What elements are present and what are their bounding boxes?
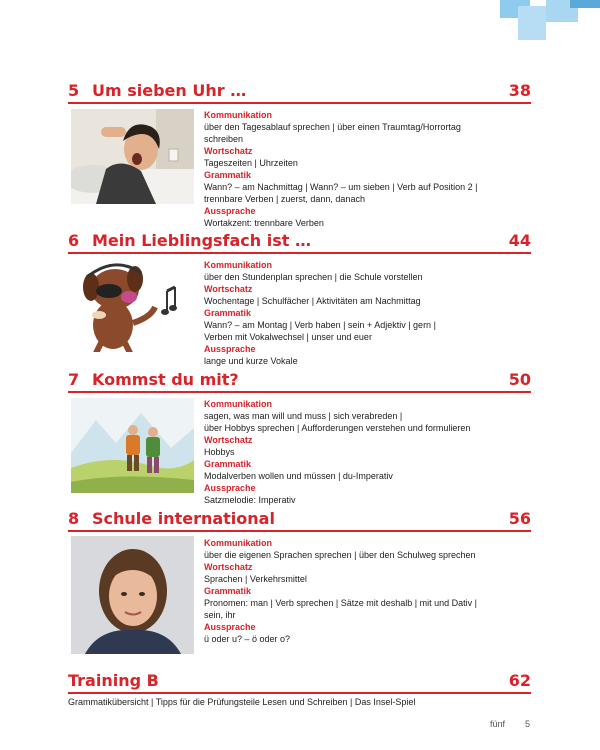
section-kommunikation (204, 109, 534, 145)
training-title[interactable]: Training B (68, 671, 159, 690)
chapter-header (68, 81, 531, 103)
section-kommunikation (204, 259, 534, 283)
section-grammatik (204, 307, 534, 343)
section-aussprache (204, 482, 534, 506)
section-wortschatz (204, 145, 534, 169)
chapter-page-number[interactable]: 50 (508, 370, 531, 389)
section-aussprache (204, 621, 534, 645)
chapter-header (68, 231, 531, 253)
section-line: lange und kurze Vokale (204, 356, 298, 366)
footer-page-word: fünf (490, 719, 506, 729)
section-aussprache (204, 343, 534, 367)
training-divider (68, 692, 531, 694)
chapter-content (204, 398, 534, 506)
section-line: sagen, was man will und muss | sich verabreden | (204, 411, 403, 421)
section-heading: Aussprache (204, 483, 256, 493)
corner-decoration (500, 0, 600, 40)
chapter-content (204, 109, 534, 229)
section-line: Tageszeiten | Uhrzeiten (204, 158, 298, 168)
footer-page-number: 5 (525, 719, 531, 729)
section-heading: Aussprache (204, 622, 256, 632)
section-line: schreiben (204, 134, 244, 144)
section-kommunikation (204, 398, 534, 434)
section-line: Satzmelodie: Imperativ (204, 495, 296, 505)
section-heading: Grammatik (204, 170, 252, 180)
section-heading: Grammatik (204, 308, 252, 318)
training-summary: Grammatikübersicht | Tipps für die Prüfungsteile Lesen und Schreiben | Das Insel-Spiel (68, 697, 416, 707)
section-heading: Aussprache (204, 206, 256, 216)
section-line: über den Stundenplan sprechen | die Schule vorstellen (204, 272, 423, 282)
section-line: Wochentage | Schulfächer | Aktivitäten am Nachmittag (204, 296, 421, 306)
section-line: Verben mit Vokalwechsel | unser und euer (204, 332, 372, 342)
section-line: Modalverben wollen und müssen | du-Imperativ (204, 471, 393, 481)
girl-portrait-image (71, 536, 194, 654)
chapter-5 (68, 81, 531, 229)
section-line: über Hobbys sprechen | Aufforderungen verstehen und formulieren (204, 423, 471, 433)
section-line: über den Tagesablauf sprechen | über einen Traumtag/Horrortag (204, 122, 461, 132)
section-heading: Wortschatz (204, 146, 253, 156)
training-header (68, 671, 531, 693)
training-page-number[interactable]: 62 (508, 671, 531, 690)
section-line: Wann? – am Montag | Verb haben | sein + Adjektiv | gern | (204, 320, 436, 330)
section-line: ü oder u? – ö oder o? (204, 634, 291, 644)
chapter-6 (68, 231, 531, 366)
section-heading: Kommunikation (204, 110, 273, 120)
section-line: über die eigenen Sprachen sprechen | über den Schulweg sprechen (204, 550, 476, 560)
chapter-number: 7 (68, 370, 80, 389)
chapter-header (68, 509, 531, 531)
chapter-content (204, 259, 534, 367)
section-heading: Grammatik (204, 459, 252, 469)
section-line: sein, ihr (204, 610, 236, 620)
chapter-page-number[interactable]: 38 (508, 81, 531, 100)
chapter-7 (68, 370, 531, 505)
chapter-title[interactable]: Mein Lieblingsfach ist … (92, 231, 311, 250)
section-heading: Grammatik (204, 586, 252, 596)
chapter-page-number[interactable]: 56 (508, 509, 531, 528)
section-wortschatz (204, 561, 534, 585)
section-heading: Kommunikation (204, 538, 273, 548)
chapter-divider (68, 391, 531, 393)
section-grammatik (204, 458, 534, 482)
section-line: Pronomen: man | Verb sprechen | Sätze mit deshalb | mit und Dativ | (204, 598, 477, 608)
section-heading: Kommunikation (204, 399, 273, 409)
section-grammatik (204, 585, 534, 621)
section-line: Hobbys (204, 447, 235, 457)
section-heading: Kommunikation (204, 260, 273, 270)
section-heading: Aussprache (204, 344, 256, 354)
section-line: Sprachen | Verkehrsmittel (204, 574, 307, 584)
hikers-image (71, 398, 194, 493)
chapter-divider (68, 530, 531, 532)
section-heading: Wortschatz (204, 284, 253, 294)
chapter-header (68, 370, 531, 392)
training-b (68, 671, 531, 695)
chapter-divider (68, 252, 531, 254)
chapter-8 (68, 509, 531, 659)
chapter-page-number[interactable]: 44 (508, 231, 531, 250)
section-heading: Wortschatz (204, 435, 253, 445)
tired-boy-image (71, 109, 194, 204)
chapter-title[interactable]: Schule international (92, 509, 275, 528)
section-kommunikation (204, 537, 534, 561)
section-heading: Wortschatz (204, 562, 253, 572)
chapter-content (204, 537, 534, 645)
section-aussprache (204, 205, 534, 229)
section-line: Wann? – am Nachmittag | Wann? – um sieben | Verb auf Position 2 | (204, 182, 478, 192)
section-line: Wortakzent: trennbare Verben (204, 218, 324, 228)
section-wortschatz (204, 283, 534, 307)
section-line: trennbare Verben | zuerst, dann, danach (204, 194, 365, 204)
chapter-number: 5 (68, 81, 80, 100)
chapter-divider (68, 102, 531, 104)
section-grammatik (204, 169, 534, 205)
cartoon-dog-image (71, 257, 194, 352)
chapter-title[interactable]: Um sieben Uhr … (92, 81, 247, 100)
chapter-number: 6 (68, 231, 80, 250)
chapter-number: 8 (68, 509, 80, 528)
section-wortschatz (204, 434, 534, 458)
chapter-title[interactable]: Kommst du mit? (92, 370, 239, 389)
